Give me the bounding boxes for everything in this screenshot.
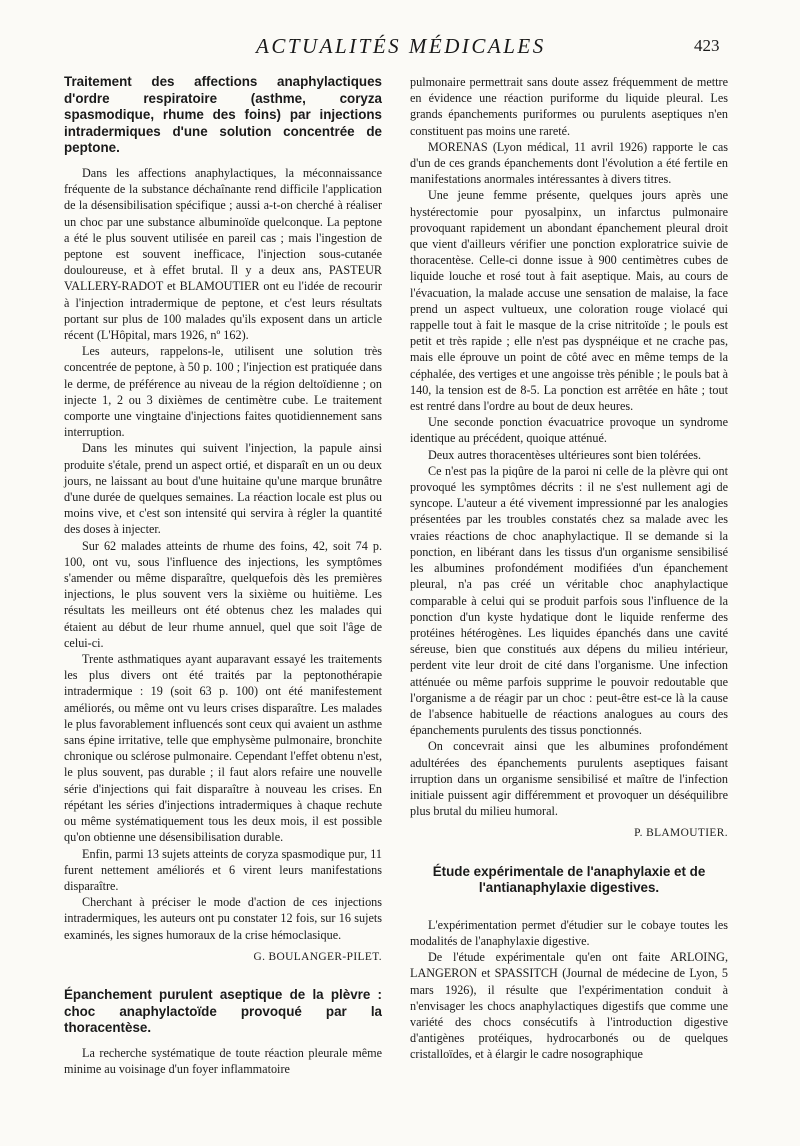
paragraph: Sur 62 malades atteints de rhume des foins, 42, soit 74 p. 100, ont vu, sous l'influence des injections, les symptômes s'amender ou même disparaître, quelquefois dès les premières injections, le plus souvent vers la sixième ou huitième. Les résultats les meilleurs ont été obtenus chez les malades qui étaient au début de leur rhume annuel, quel que soit l'âge de celui-ci.	[64, 538, 382, 650]
right-column	[410, 74, 728, 1063]
paragraph: De l'étude expérimentale qu'en ont faite ARLOING, LANGERON et SPASSITCH (Journal de médecine de Lyon, 5 mars 1926), il résulte que l'expérimentation conduit à n'envisager les chocs anaphylactiques digestifs que comme une variété des chocs consécutifs à l'introduction digestive d'antigènes protéiques, hydrocarbonés ou de quelques cristalloïdes, et à élargir le cadre nosographique	[410, 950, 728, 1062]
author-signature: G. BOULANGER-PILET.	[253, 950, 382, 963]
paragraph: On concevrait ainsi que les albumines profondément adultérées des épanchements purulents aseptiques faisant irruption dans un organisme sensibilisé et maître de l'infection initiale puissent agir différemment et provoquer un déséquilibre plus brutal du milieu humoral.	[410, 739, 728, 819]
paragraph: Une seconde ponction évacuatrice provoque un syndrome identique au précédent, quoique atténué.	[410, 415, 728, 446]
paragraph: Cherchant à préciser le mode d'action de ces injections intradermiques, les auteurs ont pu constater 12 fois, sur 16 sujets examinés, les signes humoraux de la crise hémoclasique.	[64, 895, 382, 942]
left-column	[64, 74, 382, 1077]
article-title-peptone: Traitement des affections anaphylactiques d'ordre respiratoire (asthme, coryza spasmodique, rhume des foins) par injections intradermiques d'une solution concentrée de peptone.	[64, 74, 382, 156]
paragraph: Les auteurs, rappelons-le, utilisent une solution très concentrée de peptone, à 50 p. 100 ; l'injection est pratiquée dans le derme, de préférence au niveau de la région deltoïdienne ; on injecte 1, 2 ou 3 dixièmes de centimètre cube. Le traitement comporte une vingtaine d'injections faites quotidiennement sans interruption.	[64, 344, 382, 440]
paragraph: Dans les minutes qui suivent l'injection, la papule ainsi produite s'étale, prend un aspect ortié, et disparaît en un ou deux jours, ne laissant au bout d'une huitaine qu'une marque brunâtre d'une durée de quelques semaines. La réaction locale est plus ou moins vive, et c'est son intensité qui servira à régler la quantité des doses à injecter.	[64, 441, 382, 537]
paragraph: Trente asthmatiques ayant auparavant essayé les traitements les plus divers ont été traités par la peptonothérapie intradermique : 19 (soit 63 p. 100) ont été manifestement améliorés, ou même ont vu leurs crises disparaître. Les malades le plus favorablement influencés sont ceux qui avaient un asthme sans épine irritative, telle que emphysème pulmonaire, bronchite chronique ou sclérose pulmonaire. Cependant l'effet obtenu n'est, le plus souvent, pas durable ; il faut alors refaire une nouvelle série d'injections qui fait disparaître à nouveau les crises. En répétant les séries d'injections intradermiques à chaque rechute ou même systématiquement tous les deux mois, il est possible qu'on obtienne une désensibilisation durable.	[64, 652, 382, 845]
section-spacer	[410, 842, 728, 864]
section-spacer	[64, 965, 382, 987]
article-title-anaphylaxie-digestive: Étude expérimentale de l'anaphylaxie et de l'antianaphylaxie digestives.	[432, 863, 706, 896]
paragraph: Deux autres thoracentèses ultérieures sont bien tolérées.	[428, 447, 702, 462]
article-title-epanchement: Épanchement purulent aseptique de la plèvre : choc anaphylactoïde provoqué par la thoracentèse.	[64, 986, 382, 1036]
author-signature: P. BLAMOUTIER.	[634, 827, 728, 840]
paragraph: L'expérimentation permet d'étudier sur le cobaye toutes les modalités de l'anaphylaxie digestive.	[410, 917, 728, 948]
paragraph: Ce n'est pas la piqûre de la paroi ni celle de la plèvre qui ont provoqué les symptômes décrits : il ne s'est nullement agi de syncope. L'auteur a été vivement impressionné par les analogies présentées par les troubles constatés chez sa malade avec les vraies réactions de choc anaphylactique. Il se demande si la ponction, en libérant dans les tissus d'un organisme sensibilisé les albumines profondément modifiées d'un épanchement pleural, n'a pas créé un véritable choc anaphylactique comparable à celui qui se produit parfois sous l'influence de la ponction d'un kyste hydatique dont le liquide renferme des protéines hétérogènes. Les liquides épanchés dans une cavité séreuse, bien que constitués aux dépens du milieu intérieur, perdent vite leur droit de cité dans l'organisme. Une infection atténuée ou même parfois supprime le pouvoir redoutable que l'organisme a de réagir par un choc : peut-être est-ce là la cause de l'absence habituelle de réactions analogues au cours des épanchements purulents des tissus ponctionnés.	[410, 463, 728, 738]
paragraph: Une jeune femme présente, quelques jours après une hystérectomie pour pyosalpinx, un infarctus pulmonaire provoquant rapidement un abondant épanchement pleural droit que vient d'ailleurs vérifier une ponction exploratrice suivie de thoracentèse. Celle-ci donne issue à 900 centimètres cubes de liquide louche et rosé tout à fait aseptique. Mais, au cours de l'évacuation, la malade accuse une sensation de malaise, la face prend un aspect vultueux, une coloration rouge violacé qui rappelle tout à fait le masque de la crise nitritoïde ; le pouls est petit et très rapide ; elle n'est pas dyspnéique et ne crache pas, mais elle éprouve un point de côté avec en même temps de la céphalée, des vertiges et une angoisse très pénible ; le pouls bat à 140, la tension est de 8-5. La ponction est arrêtée en hâte ; tout est rentré dans l'ordre au bout de deux heures.	[410, 188, 728, 414]
paragraph: pulmonaire permettrait sans doute assez fréquemment de mettre en évidence une réaction puriforme du liquide pleural. Les grands épanchements puriformes ou purulents aseptiques n'en constituent pas moins une rareté.	[410, 75, 728, 138]
paragraph: Dans les affections anaphylactiques, la méconnaissance fréquente de la substance déchaînante rend difficile l'application de la désensibilisation spécifique ; aussi a-t-on cherché à réaliser un choc par une substance albuminoïde quelconque. La peptone a été le plus souvent utilisée en pareil cas ; mais l'ingestion de peptone est souvent inefficace, l'injection sous-cutanée douloureuse, et à effet brutal. Il y a deux ans, PASTEUR VALLERY-RADOT et BLAMOUTIER ont eu l'idée de recourir à l'injection intradermique de peptone, et c'est leurs résultats portant sur plus de 100 malades qu'ils exposent dans un article récent (L'Hôpital, mars 1926, nº 162).	[64, 165, 382, 342]
running-head	[0, 30, 800, 66]
paragraph: Enfin, parmi 13 sujets atteints de coryza spasmodique pur, 11 furent nettement améliorés et 6 virent leurs manifestations disparaître.	[64, 846, 382, 893]
journal-title: ACTUALITÉS MÉDICALES	[256, 34, 546, 58]
paragraph: La recherche systématique de toute réaction pleurale même minime au voisinage d'un foyer inflammatoire	[64, 1045, 382, 1076]
section-spacer	[410, 905, 728, 917]
page-number: 423	[694, 36, 720, 55]
paragraph: MORENAS (Lyon médical, 11 avril 1926) rapporte le cas d'un de ces grands épanchements dont l'évolution a été fertile en manifestations anormales intéressantes à divers titres.	[410, 139, 728, 187]
